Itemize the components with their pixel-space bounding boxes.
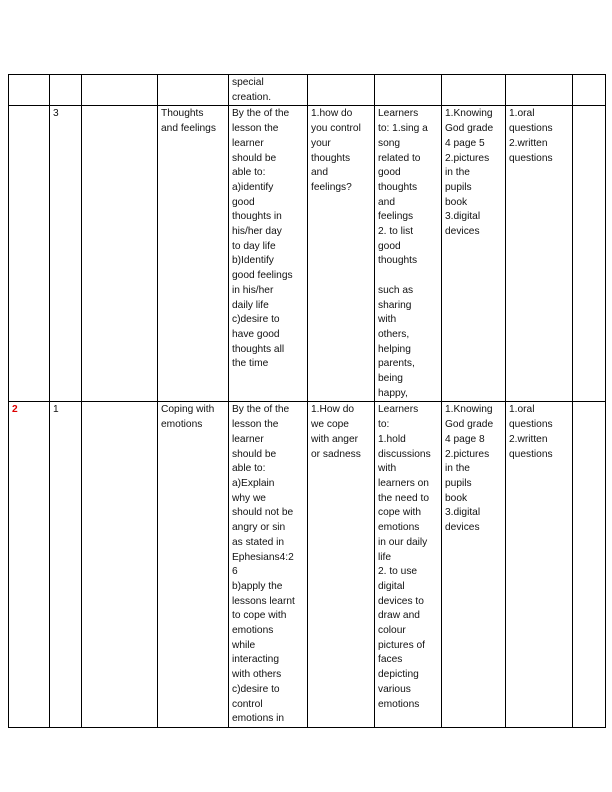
assessment-cell [506, 75, 573, 106]
table-row [9, 402, 606, 727]
remarks-cell [573, 402, 606, 727]
sub-strand-cell [158, 75, 229, 106]
scheme-of-work-table [8, 74, 606, 728]
strand-cell [82, 75, 158, 106]
learning-outcomes-cell: special creation. [229, 75, 308, 106]
learning-experiences-cell: Learners to: 1.hold discussions with learners on the need to cope with emotions in our daily life 2. to use digital devices to draw and colour pictures of faces depicting various emotions [375, 402, 442, 727]
sub-strand-cell: Coping with emotions [158, 402, 229, 727]
learning-experiences-cell: Learners to: 1.sing a song related to good thoughts and feelings 2. to list good thoughts such as sharing with others, helping parents, being happy, [375, 106, 442, 402]
inquiry-question-cell [308, 75, 375, 106]
week-cell [9, 75, 50, 106]
table-row [9, 75, 606, 106]
week-cell [9, 106, 50, 402]
lesson-cell [50, 75, 82, 106]
remarks-cell [573, 75, 606, 106]
lesson-cell: 3 [50, 106, 82, 402]
inquiry-question-cell: 1.how do you control your thoughts and feelings? [308, 106, 375, 402]
sub-strand-cell: Thoughts and feelings [158, 106, 229, 402]
lesson-cell: 1 [50, 402, 82, 727]
learning-outcomes-cell: By the of the lesson the learner should be able to: a)Explain why we should not be angry or sin as stated in Ephesians4:2 6 b)apply the lessons learnt to cope with emotions while interacting with others c)desire to control emotions in [229, 402, 308, 727]
week-cell: 2 [9, 402, 50, 727]
learning-experiences-cell [375, 75, 442, 106]
inquiry-question-cell: 1.How do we cope with anger or sadness [308, 402, 375, 727]
table-row [9, 106, 606, 402]
assessment-cell: 1.oral questions 2.written questions [506, 402, 573, 727]
resources-cell [442, 75, 506, 106]
strand-cell [82, 106, 158, 402]
remarks-cell [573, 106, 606, 402]
strand-cell [82, 402, 158, 727]
assessment-cell: 1.oral questions 2.written questions [506, 106, 573, 402]
resources-cell: 1.Knowing God grade 4 page 8 2.pictures in the pupils book 3.digital devices [442, 402, 506, 727]
learning-outcomes-cell: By the of the lesson the learner should be able to: a)identify good thoughts in his/her day to day life b)Identify good feelings in his/her daily life c)desire to have good thoughts all the time [229, 106, 308, 402]
resources-cell: 1.Knowing God grade 4 page 5 2.pictures in the pupils book 3.digital devices [442, 106, 506, 402]
